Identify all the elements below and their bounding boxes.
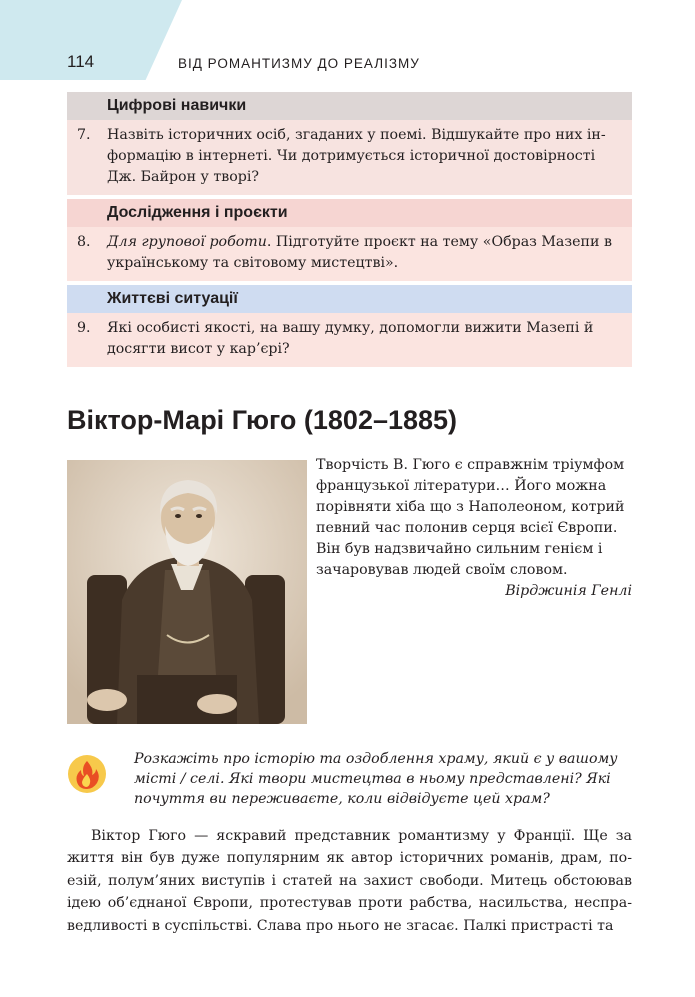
portrait-illustration <box>67 460 307 724</box>
section-title: Життєві ситуації <box>67 285 632 313</box>
task-number: 9. <box>77 320 91 336</box>
page-number: 114 <box>67 52 95 71</box>
task-number: 8. <box>77 234 91 250</box>
fire-icon <box>67 754 107 794</box>
task-section-research-projects <box>67 199 632 281</box>
task-text: Назвіть історичних осіб, згаданих у поемі. Відшукайте про них інформацію в інтернеті. Чи дотримується історичної достовірності Дж. Байрон у творі? <box>107 127 606 185</box>
epigraph-author: Вірджинія Генлі <box>505 583 632 599</box>
section-heading: Віктор-Марі Гюго (1802–1885) <box>67 405 458 435</box>
task-text: . Підготуйте проєкт на тему «Образ Мазепи в українському та світовому мистецтві». <box>107 234 612 271</box>
epigraph-quote <box>316 455 632 602</box>
task-item <box>67 313 632 367</box>
task-section-life-situations <box>67 285 632 367</box>
running-title: ВІД РОМАНТИЗМУ ДО РЕАЛІЗМУ <box>178 56 420 71</box>
task-number: 7. <box>77 127 91 143</box>
task-item <box>67 120 632 195</box>
discussion-prompt: Розкажіть про історію та оздоблення храму, який є у вашому місті / селі. Які твори мистецтва в ньому представлені? Які почуття ви переживаєте, коли відвідуєте цей храм? <box>134 751 618 807</box>
task-section-digital-skills <box>67 92 632 195</box>
task-text: Які особисті якості, на вашу думку, допомогли вижити Мазепі й досягти висот у кар’єрі? <box>107 320 594 357</box>
portrait-photo <box>67 460 307 724</box>
section-title: Цифрові навички <box>67 92 632 120</box>
task-lead: Для групової роботи <box>107 234 267 250</box>
body-paragraph: Віктор Гюго — яскравий представник романтизму у Франції. Ще за життя він був дуже популярним як автор історичних романів, драм, поезій, полум’яних виступів і статей на захист свободи. Митець обстоював ідею об’єднаної Європи, протестував проти рабства, насильства, несправедливості в суспільстві. Слава про нього не згасає. Палкі пристрасті та <box>67 828 632 934</box>
section-title: Дослідження і проєкти <box>67 199 632 227</box>
epigraph-text: Творчість В. Гюго є справжнім тріумфом французької літератури… Його можна порівняти хіба що з Наполеоном, котрий певний час полонив серця всієї Європи. Він був надзвичайно сильним генієм і зачаровував людей своїм словом. <box>316 457 625 578</box>
task-item <box>67 227 632 281</box>
task-list <box>67 92 632 371</box>
